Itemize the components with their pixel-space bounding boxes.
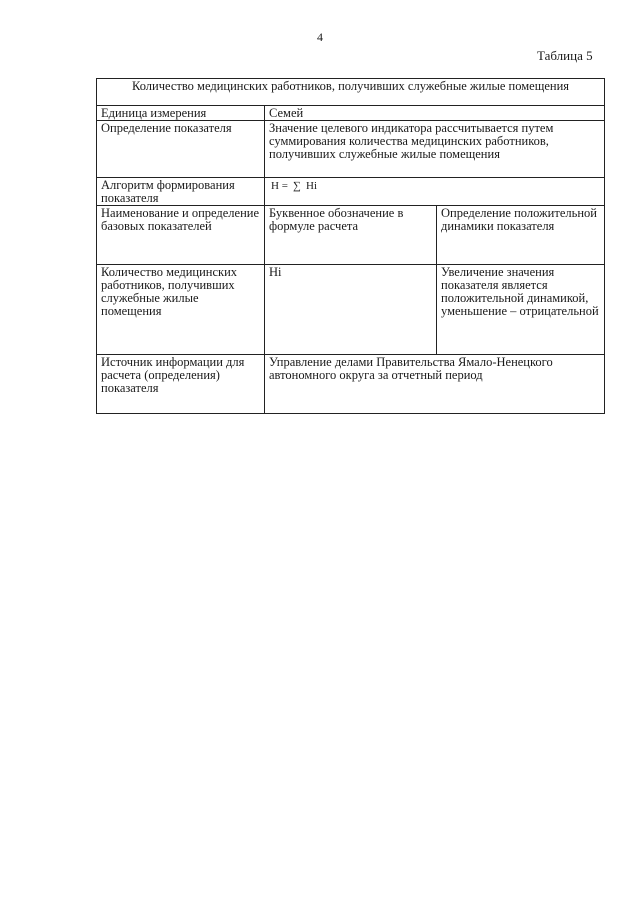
table-title: Количество медицинских работников, получивших служебные жилые помещения <box>97 79 605 106</box>
algorithm-formula <box>265 178 605 206</box>
base-dynamics-header: Определение положительной динамики показателя <box>437 206 605 265</box>
indicator-table <box>96 78 605 414</box>
base-symbol-value: Нi <box>265 265 437 355</box>
base-name-header: Наименование и определение базовых показателей <box>97 206 265 265</box>
base-name-value: Количество медицинских работников, получивших служебные жилые помещения <box>97 265 265 355</box>
sigma-symbol: ∑ <box>293 180 301 192</box>
base-header-row <box>97 206 605 265</box>
base-dynamics-value: Увеличение значения показателя является положительной динамикой, уменьшение – отрицательной <box>437 265 605 355</box>
unit-value: Семей <box>265 106 605 121</box>
unit-row <box>97 106 605 121</box>
definition-row <box>97 121 605 178</box>
unit-label: Единица измерения <box>97 106 265 121</box>
formula-lhs: Н = <box>271 180 288 192</box>
algorithm-label: Алгоритм формирования показателя <box>97 178 265 206</box>
source-value: Управление делами Правительства Ямало-Ненецкого автономного округа за отчетный период <box>265 355 605 414</box>
formula-rhs: Нi <box>306 180 317 192</box>
source-row <box>97 355 605 414</box>
definition-label: Определение показателя <box>97 121 265 178</box>
base-data-row <box>97 265 605 355</box>
table-title-row <box>97 79 605 106</box>
source-label: Источник информации для расчета (определения) показателя <box>97 355 265 414</box>
algorithm-row <box>97 178 605 206</box>
table-label: Таблица 5 <box>537 48 593 63</box>
page-number: 4 <box>317 30 323 44</box>
definition-value: Значение целевого индикатора рассчитывается путем суммирования количества медицинских работников, получивших служебные жилые помещения <box>265 121 605 178</box>
base-symbol-header: Буквенное обозначение в формуле расчета <box>265 206 437 265</box>
